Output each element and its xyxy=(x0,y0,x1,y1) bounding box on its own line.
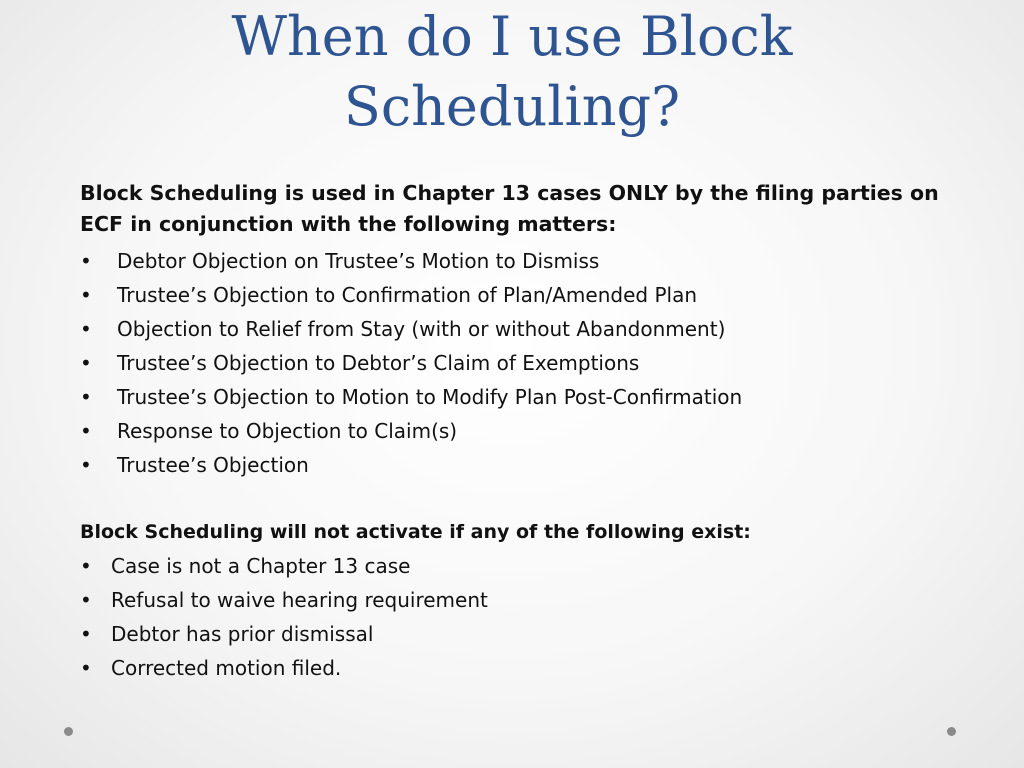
title-line-1: When do I use Block xyxy=(231,5,793,68)
bullet-icon: • xyxy=(80,317,92,341)
bullet-icon: • xyxy=(80,419,92,443)
list-item: • Response to Objection to Claim(s) xyxy=(80,414,960,448)
bullet-icon: • xyxy=(80,453,92,477)
conditions-list xyxy=(80,549,960,685)
decorative-dot-right-icon xyxy=(947,727,956,736)
list-item: • Trustee’s Objection to Confirmation of Plan/Amended Plan xyxy=(80,278,960,312)
intro-text: Block Scheduling is used in Chapter 13 cases ONLY by the filing parties on ECF in conjunction with the following matters: xyxy=(80,181,939,236)
decorative-dot-left-icon xyxy=(64,727,73,736)
list-item: • Debtor has prior dismissal xyxy=(80,617,960,651)
list-item: • Refusal to waive hearing requirement xyxy=(80,583,960,617)
list-item: • Objection to Relief from Stay (with or without Abandonment) xyxy=(80,312,960,346)
list-item: • Case is not a Chapter 13 case xyxy=(80,549,960,583)
bullet-icon: • xyxy=(80,622,92,646)
slide-body xyxy=(80,178,960,685)
title-line-2: Scheduling? xyxy=(343,75,681,138)
bullet-icon: • xyxy=(80,588,92,612)
list-item: • Trustee’s Objection to Debtor’s Claim of Exemptions xyxy=(80,346,960,380)
bullet-icon: • xyxy=(80,351,92,375)
matters-list xyxy=(80,244,960,482)
bullet-icon: • xyxy=(80,249,92,273)
list-item: • Debtor Objection on Trustee’s Motion to Dismiss xyxy=(80,244,960,278)
bullet-icon: • xyxy=(80,385,92,409)
list-item: • Corrected motion filed. xyxy=(80,651,960,685)
bullet-icon: • xyxy=(80,554,92,578)
conditions-heading: Block Scheduling will not activate if any of the following exist: xyxy=(80,521,751,543)
slide-title xyxy=(0,2,1024,142)
bullet-icon: • xyxy=(80,656,92,680)
list-item: • Trustee’s Objection to Motion to Modify Plan Post-Confirmation xyxy=(80,380,960,414)
list-item: • Trustee’s Objection xyxy=(80,448,960,482)
bullet-icon: • xyxy=(80,283,92,307)
